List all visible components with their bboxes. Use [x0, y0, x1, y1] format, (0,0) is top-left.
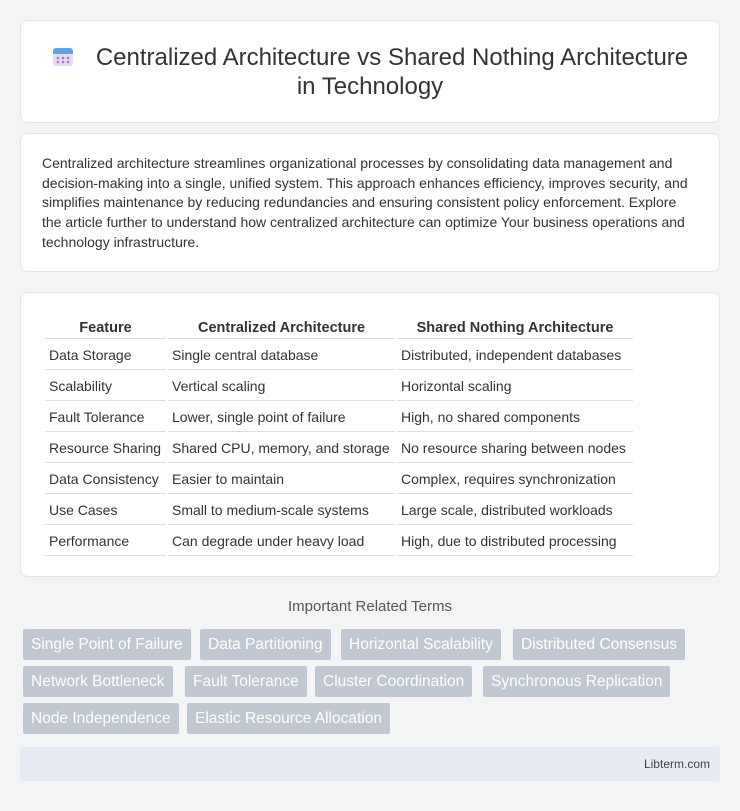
cell-centralized: Easier to maintain [168, 465, 395, 494]
cell-shared-nothing: Complex, requires synchronization [397, 465, 633, 494]
footer-site-link[interactable]: Libterm.com [643, 757, 710, 771]
term-data-partitioning[interactable]: Data Partitioning [200, 629, 331, 660]
term-synchronous-replication[interactable]: Synchronous Replication [483, 666, 670, 697]
cell-shared-nothing: Large scale, distributed workloads [397, 496, 633, 525]
table-header-row [45, 315, 633, 339]
comparison-table [43, 313, 635, 558]
cell-feature: Performance [45, 527, 166, 556]
table-row [45, 434, 633, 463]
page-title [21, 43, 719, 101]
term-fault-tolerance[interactable]: Fault Tolerance [185, 666, 307, 697]
cell-centralized: Can degrade under heavy load [168, 527, 395, 556]
term-cluster-coordination[interactable]: Cluster Coordination [315, 666, 472, 697]
table-row [45, 527, 633, 556]
cell-centralized: Small to medium-scale systems [168, 496, 395, 525]
cell-centralized: Lower, single point of failure [168, 403, 395, 432]
cell-feature: Resource Sharing [45, 434, 166, 463]
header-feature: Feature [45, 315, 166, 339]
cell-shared-nothing: High, due to distributed processing [397, 527, 633, 556]
table-row [45, 372, 633, 401]
table-row [45, 465, 633, 494]
footer-bar [20, 747, 720, 781]
title-line-2: in Technology [296, 73, 444, 100]
intro-card [20, 133, 720, 272]
term-single-point-of-failure[interactable]: Single Point of Failure [23, 629, 191, 660]
table-row [45, 496, 633, 525]
cell-shared-nothing: High, no shared components [397, 403, 633, 432]
header-shared-nothing: Shared Nothing Architecture [397, 315, 633, 339]
term-horizontal-scalability[interactable]: Horizontal Scalability [341, 629, 501, 660]
title-card [20, 20, 720, 123]
cell-feature: Data Consistency [45, 465, 166, 494]
cell-centralized: Single central database [168, 341, 395, 370]
cell-feature: Data Storage [45, 341, 166, 370]
table-row [45, 403, 633, 432]
term-node-independence[interactable]: Node Independence [23, 703, 179, 734]
comparison-card [20, 292, 720, 577]
title-line-1: Centralized Architecture vs Shared Nothing Architecture [95, 44, 689, 71]
cell-feature: Scalability [45, 372, 166, 401]
cell-shared-nothing: Horizontal scaling [397, 372, 633, 401]
cell-centralized: Vertical scaling [168, 372, 395, 401]
term-distributed-consensus[interactable]: Distributed Consensus [513, 629, 685, 660]
cell-centralized: Shared CPU, memory, and storage [168, 434, 395, 463]
term-elastic-resource-allocation[interactable]: Elastic Resource Allocation [187, 703, 390, 734]
cell-shared-nothing: No resource sharing between nodes [397, 434, 633, 463]
term-network-bottleneck[interactable]: Network Bottleneck [23, 666, 173, 697]
cell-shared-nothing: Distributed, independent databases [397, 341, 633, 370]
intro-paragraph: Centralized architecture streamlines organizational processes by consolidating data management and decision-making into a single, unified system. This approach enhances efficiency, improves security, and simplifies maintenance by reducing redundancies and ensuring consistent policy enforcement. Explore the article further to understand how centralized architecture can optimize Your business operations and technology infrastructure. [42, 155, 688, 250]
cell-feature: Use Cases [45, 496, 166, 525]
related-terms-heading: Important Related Terms [288, 598, 452, 615]
cell-feature: Fault Tolerance [45, 403, 166, 432]
table-row [45, 341, 633, 370]
calendar-icon [52, 45, 74, 67]
header-centralized: Centralized Architecture [168, 315, 395, 339]
